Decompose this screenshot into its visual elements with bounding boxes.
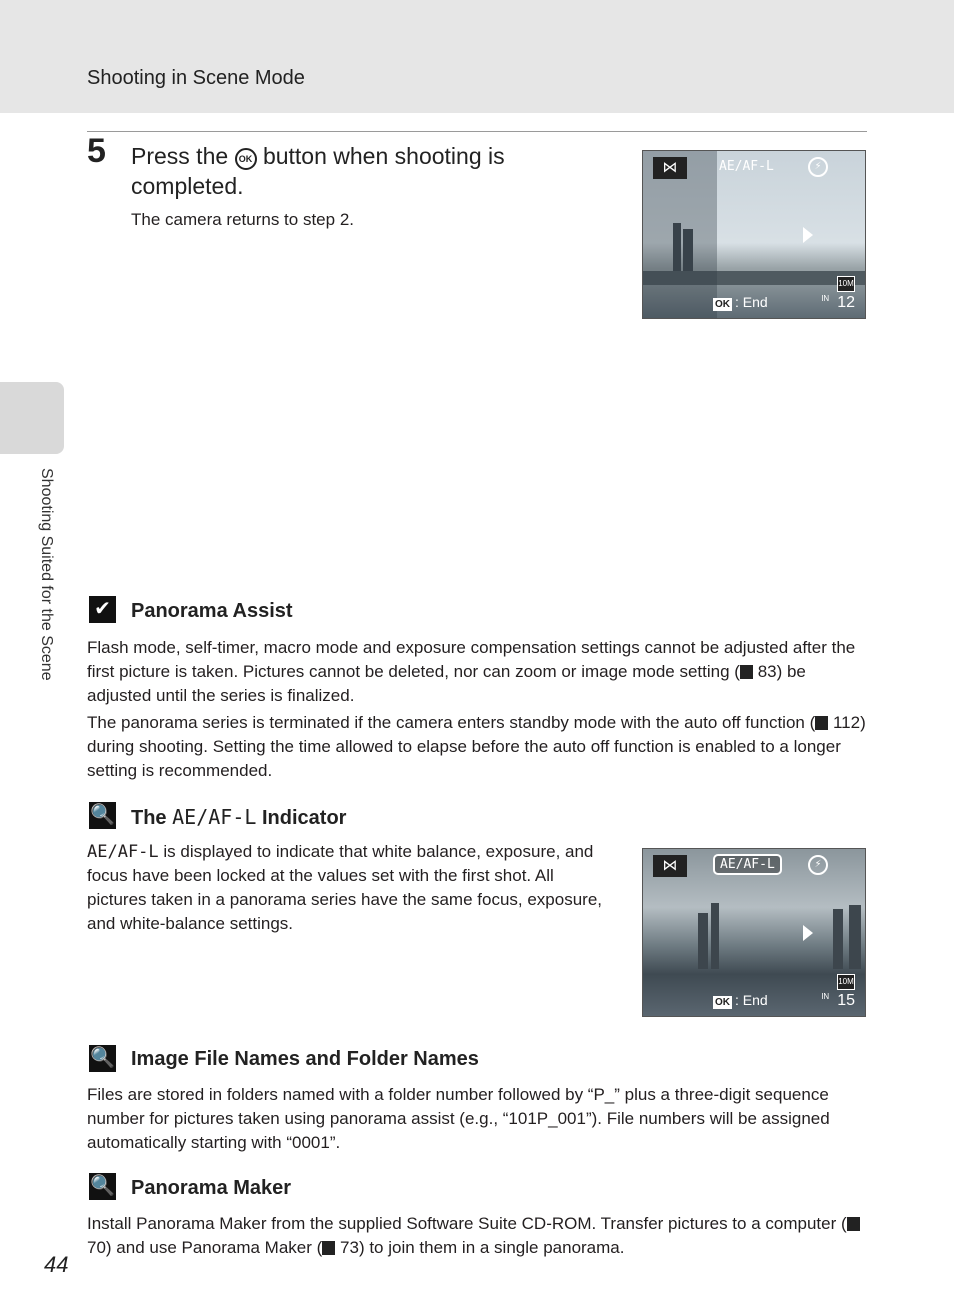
note-icon: 🔍 <box>89 1045 116 1072</box>
aeaf-body: AE/AF-L is displayed to indicate that white balance, exposure, and focus have been locked at the values set with the first shot. All pictures taken in a panorama series have the same focus, exposure, and white-balance settings. <box>87 842 603 933</box>
panorama-mode-icon: ⋈ <box>653 855 687 877</box>
ae-af-lock-indicator: AE/AF-L <box>713 854 782 875</box>
step-body: The camera returns to step 2. <box>131 210 354 229</box>
ok-icon: OK <box>715 997 730 1008</box>
page-ref-icon <box>740 665 753 679</box>
side-tab <box>0 382 64 454</box>
filenames-body: Files are stored in folders named with a folder number followed by “P_” plus a three-digit sequence number for pictures taken using panorama assist (e.g., “101P_001”). File numbers will be assigned automatically starting with “0001”. <box>87 1085 830 1152</box>
internal-memory-icon: IN <box>821 294 830 303</box>
header-title: Shooting in Scene Mode <box>87 67 305 89</box>
panorama-assist-para-1: Flash mode, self-timer, macro mode and exposure compensation settings cannot be adjusted after the first picture is taken. Pictures cannot be deleted, nor can zoom or image mode setting ( 83) be adjusted until the series is finalized. <box>87 638 856 705</box>
divider <box>87 131 867 132</box>
direction-arrow-icon <box>803 925 813 941</box>
frames-remaining: $^{IN}$ 12 <box>821 294 855 311</box>
panorama-assist-heading: Panorama Assist <box>131 600 293 622</box>
flash-off-icon: ⚡ <box>808 157 828 177</box>
step-heading <box>131 141 571 201</box>
flash-off-icon: ⚡ <box>808 855 828 875</box>
check-icon: ✔ <box>89 596 116 623</box>
ok-icon: OK <box>715 299 730 310</box>
page-ref-icon <box>847 1217 860 1231</box>
step-number: 5 <box>87 132 106 170</box>
page-ref-icon <box>815 716 828 730</box>
page-number: 44 <box>44 1252 69 1277</box>
ok-end-hint: OK : End <box>715 294 768 310</box>
camera-screen-2 <box>642 848 866 1017</box>
ae-af-lock-indicator: AE/AF-L <box>719 159 774 174</box>
side-label: Shooting Suited for the Scene <box>38 468 55 681</box>
direction-arrow-icon <box>803 227 813 243</box>
note-icon: 🔍 <box>89 802 116 829</box>
ok-button-icon: OK <box>235 148 257 170</box>
camera-screen-1 <box>642 150 866 319</box>
panorama-maker-body: Install Panorama Maker from the supplied Software Suite CD-ROM. Transfer pictures to a computer ( 70) and use Panorama Maker ( 73) to join them in a single panorama. <box>87 1212 867 1260</box>
image-size-icon: 10M <box>837 974 855 990</box>
step-heading-after: button when shooting is completed. <box>131 143 505 199</box>
panorama-maker-heading: Panorama Maker <box>131 1177 292 1199</box>
ae-af-lock-symbol: AE/AF-L <box>87 842 159 862</box>
filenames-heading: Image File Names and Folder Names <box>131 1048 479 1070</box>
note-icon: 🔍 <box>89 1173 116 1200</box>
page-header <box>0 0 954 113</box>
image-size-icon: 10M <box>837 276 855 292</box>
ae-af-lock-symbol: AE/AF-L <box>172 805 257 829</box>
aeaf-heading: The AE/AF-L Indicator <box>131 805 347 829</box>
page-ref-icon <box>322 1241 335 1255</box>
frames-remaining: $^{IN}$ 15 <box>821 992 855 1009</box>
panorama-assist-para-2: The panorama series is terminated if the camera enters standby mode with the auto off function ( 112) during shooting. Setting the time allowed to elapse before the auto off function is enabled to a longer setting is recommended. <box>87 713 866 780</box>
panorama-mode-icon: ⋈ <box>653 157 687 179</box>
step-heading-before: Press the <box>131 143 229 169</box>
internal-memory-icon: IN <box>821 992 830 1001</box>
ok-end-hint: OK : End <box>715 992 768 1008</box>
